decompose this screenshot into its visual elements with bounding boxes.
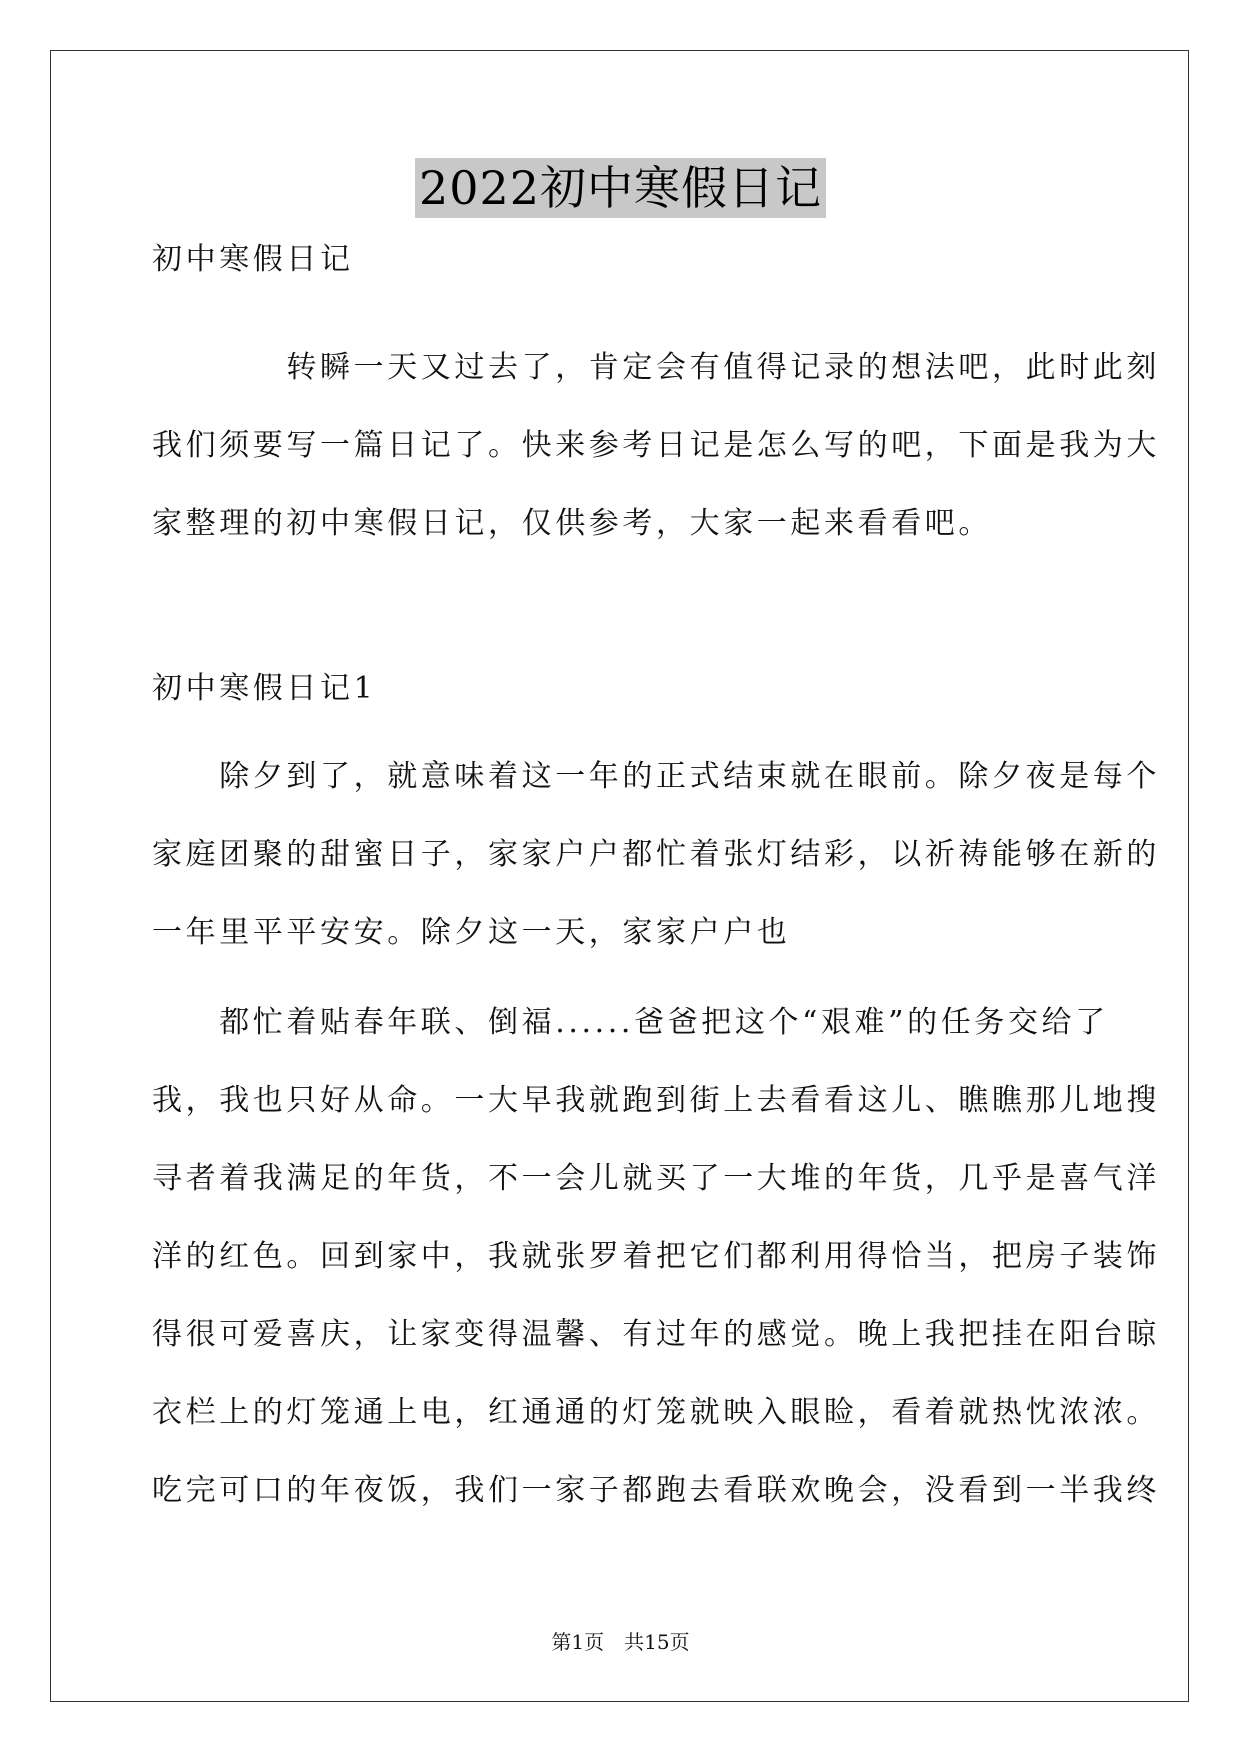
paragraph2-line-4: 洋的红色。回到家中，我就张罗着把它们都利用得恰当，把房子装饰 [152, 1239, 1160, 1274]
title-container [0, 158, 1241, 218]
section-heading: 初中寒假日记1 [152, 671, 377, 706]
paragraph2-line-6: 衣栏上的灯笼通上电，红通通的灯笼就映入眼睑，看着就热忱浓浓。 [152, 1395, 1160, 1430]
paragraph2-line-5: 得很可爱喜庆，让家变得温馨、有过年的感觉。晚上我把挂在阳台晾 [152, 1317, 1160, 1352]
intro-line-3: 家整理的初中寒假日记，仅供参考，大家一起来看看吧。 [152, 506, 992, 541]
page-border [50, 50, 1189, 1702]
paragraph1-line-1: 除夕到了，就意味着这一年的正式结束就在眼前。除夕夜是每个 [152, 759, 1160, 794]
paragraph2-line-1: 都忙着贴春年联、倒福......爸爸把这个“艰难”的任务交给了 [152, 1005, 1109, 1040]
intro-line-1: 转瞬一天又过去了，肯定会有值得记录的想法吧，此时此刻 [152, 350, 1160, 385]
paragraph2-line-7: 吃完可口的年夜饭，我们一家子都跑去看联欢晚会，没看到一半我终 [152, 1473, 1160, 1508]
intro-line-2: 我们须要写一篇日记了。快来参考日记是怎么写的吧，下面是我为大 [152, 428, 1160, 463]
paragraph2-line-2: 我，我也只好从命。一大早我就跑到街上去看看这儿、瞧瞧那儿地搜 [152, 1083, 1160, 1118]
document-heading: 初中寒假日记 [152, 242, 354, 277]
paragraph2-line-3: 寻者着我满足的年货，不一会儿就买了一大堆的年货，几乎是喜气洋 [152, 1161, 1160, 1196]
paragraph1-line-3: 一年里平平安安。除夕这一天，家家户户也 [152, 915, 791, 950]
page-number: 第1页 共15页 [551, 1630, 690, 1654]
paragraph1-line-2: 家庭团聚的甜蜜日子，家家户户都忙着张灯结彩，以祈祷能够在新的 [152, 837, 1160, 872]
document-title: 2022初中寒假日记 [415, 158, 826, 218]
